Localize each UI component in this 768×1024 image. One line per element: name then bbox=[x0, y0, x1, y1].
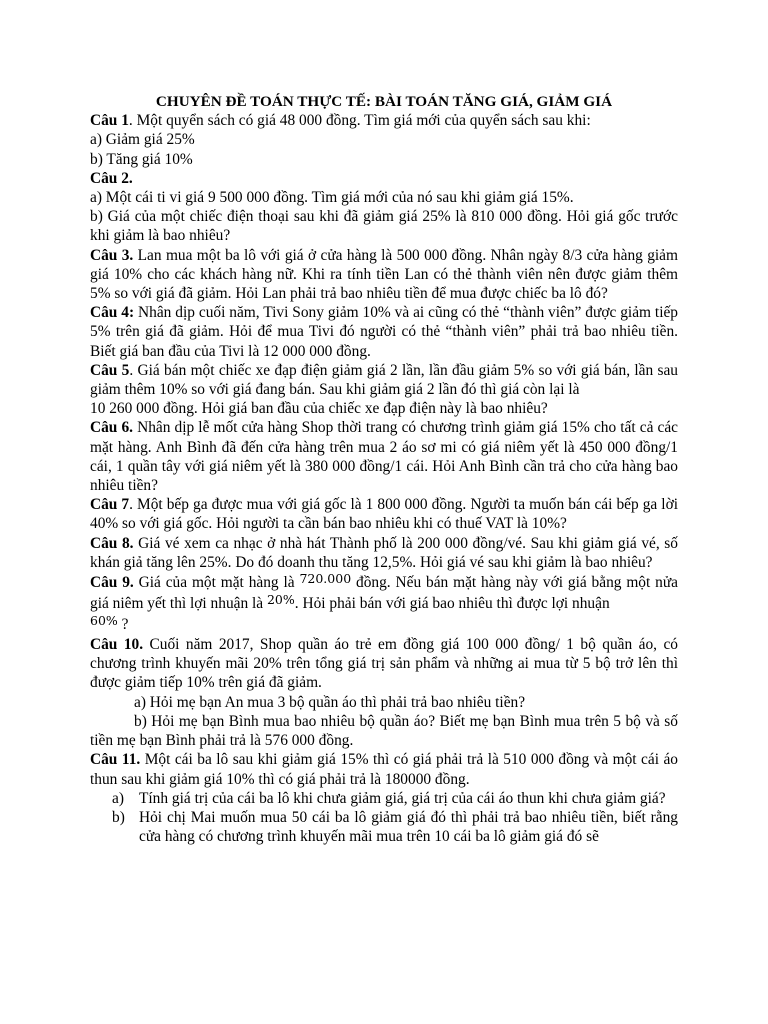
question-text: Giá vé xem ca nhạc ở nhà hát Thành phố là 200 000 đồng/vé. Sau khi giảm giá vé, số khán giả tăng lên 25%. Do đó doanh thu tăng 12,5%. Hỏi giá vé sau khi giảm là bao nhiêu? bbox=[90, 534, 678, 571]
question-11-part-b bbox=[90, 808, 678, 846]
question-text: . Giá bán một chiếc xe đạp điện giảm giá 2 lần, lần đầu giảm 5% so với giá bán, lần sau giảm thêm 10% so với giá đang bán. Sau khi giảm giá 2 lần đó thì giá còn lại là bbox=[90, 361, 678, 399]
question-text: Giá của một mặt hàng là bbox=[133, 574, 300, 592]
question-3 bbox=[90, 246, 678, 304]
question-1-part-b: b) Tăng giá 10% bbox=[90, 150, 193, 168]
question-1-part-a: a) Giảm giá 25% bbox=[90, 131, 195, 149]
document-title: CHUYÊN ĐỀ TOÁN THỰC TẾ: BÀI TOÁN TĂNG GIÁ, GIẢM GIÁ bbox=[155, 93, 613, 110]
list-marker: a) bbox=[112, 789, 124, 807]
question-label: Câu 11. bbox=[90, 751, 141, 769]
question-text: . Hỏi phải bán với giá bao nhiêu thì được lợi nhuận bbox=[294, 595, 610, 613]
question-6 bbox=[90, 418, 678, 495]
question-10-part-b: b) Hỏi mẹ bạn Bình mua bao nhiêu bộ quần áo? Biết mẹ bạn Bình mua trên 5 bộ và số tiền mẹ bạn Bình phải trả là 576 000 đồng. bbox=[90, 712, 678, 750]
question-2-part-a: a) Một cái ti vi giá 9 500 000 đồng. Tìm giá mới của nó sau khi giảm giá 15%. bbox=[90, 189, 574, 207]
question-label: Câu 1 bbox=[90, 112, 129, 130]
math-formula: 20% bbox=[266, 592, 295, 608]
question-label: Câu 8. bbox=[90, 534, 134, 552]
question-label: Câu 4: bbox=[90, 304, 135, 322]
question-label: Câu 9. bbox=[90, 574, 134, 592]
question-2 bbox=[90, 169, 678, 188]
question-text: Cuối năm 2017, Shop quần áo trẻ em đồng giá 100 000 đồng/ 1 bộ quần áo, có chương trình khuyến mãi 20% trên tổng giá trị sản phẩm và những ai mua từ 5 bộ trở lên thì được giảm tiếp 10% trên giá đã giảm. bbox=[90, 636, 678, 692]
question-label: Câu 2. bbox=[90, 169, 133, 187]
question-text: Lan mua một ba lô với giá ở cửa hàng là 500 000 đồng. Nhân ngày 8/3 cửa hàng giảm giá 10% cho các khách hàng nữ. Khi ra tính tiền Lan có thẻ thành viên nên được giảm thêm 5% so với giá đã giảm. Hỏi Lan phải trả bao nhiêu tiền để mua được chiếc ba lô đó? bbox=[90, 246, 678, 303]
question-text: Nhân dịp lễ mốt cửa hàng Shop thời trang có chương trình giảm giá 15% cho tất cả các mặt hàng. Anh Bình đã đến cửa hàng trên mua 2 áo sơ mi có giá niêm yết là 450 000 đồng/1 cái, 1 quần tây với giá niêm yết là 380 000 đồng/1 cái. Hỏi Anh Bình cần trả cho cửa hàng bao nhiêu tiền? bbox=[90, 419, 678, 495]
question-9 bbox=[90, 572, 678, 635]
question-10-part-a: a) Hỏi mẹ bạn An mua 3 bộ quần áo thì phải trả bao nhiêu tiền? bbox=[134, 693, 526, 711]
question-text: . Một quyển sách có giá 48 000 đồng. Tìm giá mới của quyển sách sau khi: bbox=[128, 112, 591, 130]
question-label: Câu 3. bbox=[90, 246, 134, 264]
question-10 bbox=[90, 635, 678, 693]
question-label: Câu 10. bbox=[90, 636, 144, 654]
math-formula: 60% bbox=[90, 613, 118, 629]
question-label: Câu 6. bbox=[90, 419, 134, 437]
question-label: Câu 5 bbox=[90, 361, 130, 379]
question-text: ? bbox=[117, 616, 129, 634]
question-text: đồng. Nếu bán mặt hàng này với giá bằng một nửa giá niêm yết thì lợi nhuận là bbox=[90, 574, 678, 613]
question-5-continued: 10 260 000 đồng. Hỏi giá ban đầu của chiếc xe đạp điện này là bao nhiêu? bbox=[90, 400, 548, 418]
list-item-text: Hỏi chị Mai muốn mua 50 cái ba lô giảm giá đó thì phải trả bao nhiêu tiền, biết rằng cửa hàng có chương trình khuyến mãi mua trên 10 cái ba lô giảm giá đó sẽ bbox=[139, 808, 678, 846]
question-label: Câu 7 bbox=[90, 496, 130, 514]
question-7 bbox=[90, 495, 678, 533]
question-4 bbox=[90, 303, 678, 361]
list-item-text: Tính giá trị của cái ba lô khi chưa giảm giá, giá trị của cái áo thun khi chưa giảm giá? bbox=[139, 789, 666, 807]
question-text: . Một bếp ga được mua với giá gốc là 1 800 000 đồng. Người ta muốn bán cái bếp ga lời 40% so với giá gốc. Hỏi người ta cần bán bao nhiêu khi có thuế VAT là 10%? bbox=[90, 496, 678, 533]
question-8 bbox=[90, 534, 678, 572]
question-1 bbox=[90, 111, 678, 130]
question-5 bbox=[90, 361, 678, 399]
question-text: Một cái ba lô sau khi giảm giá 15% thì có giá phải trả là 510 000 đồng và một cái áo thun sau khi giảm giá 10% thì có giá phải trả là 180000 đồng. bbox=[90, 751, 678, 788]
question-2-part-b: b) Giá của một chiếc điện thoại sau khi đã giảm giá 25% là 810 000 đồng. Hỏi giá gốc trước khi giảm là bao nhiêu? bbox=[90, 208, 678, 245]
question-text: Nhân dịp cuối năm, Tivi Sony giảm 10% và ai cũng có thẻ “thành viên” được giảm tiếp 5% trên giá đã giảm. Hỏi để mua Tivi đó người có thẻ “thành viên” phải trả bao nhiêu tiền. Biết giá ban đầu của Tivi là 12 000 000 đồng. bbox=[90, 304, 678, 360]
question-11 bbox=[90, 750, 678, 788]
math-formula: 720.000 bbox=[299, 571, 352, 587]
list-marker: b) bbox=[112, 808, 125, 826]
question-11-part-a bbox=[90, 789, 678, 808]
